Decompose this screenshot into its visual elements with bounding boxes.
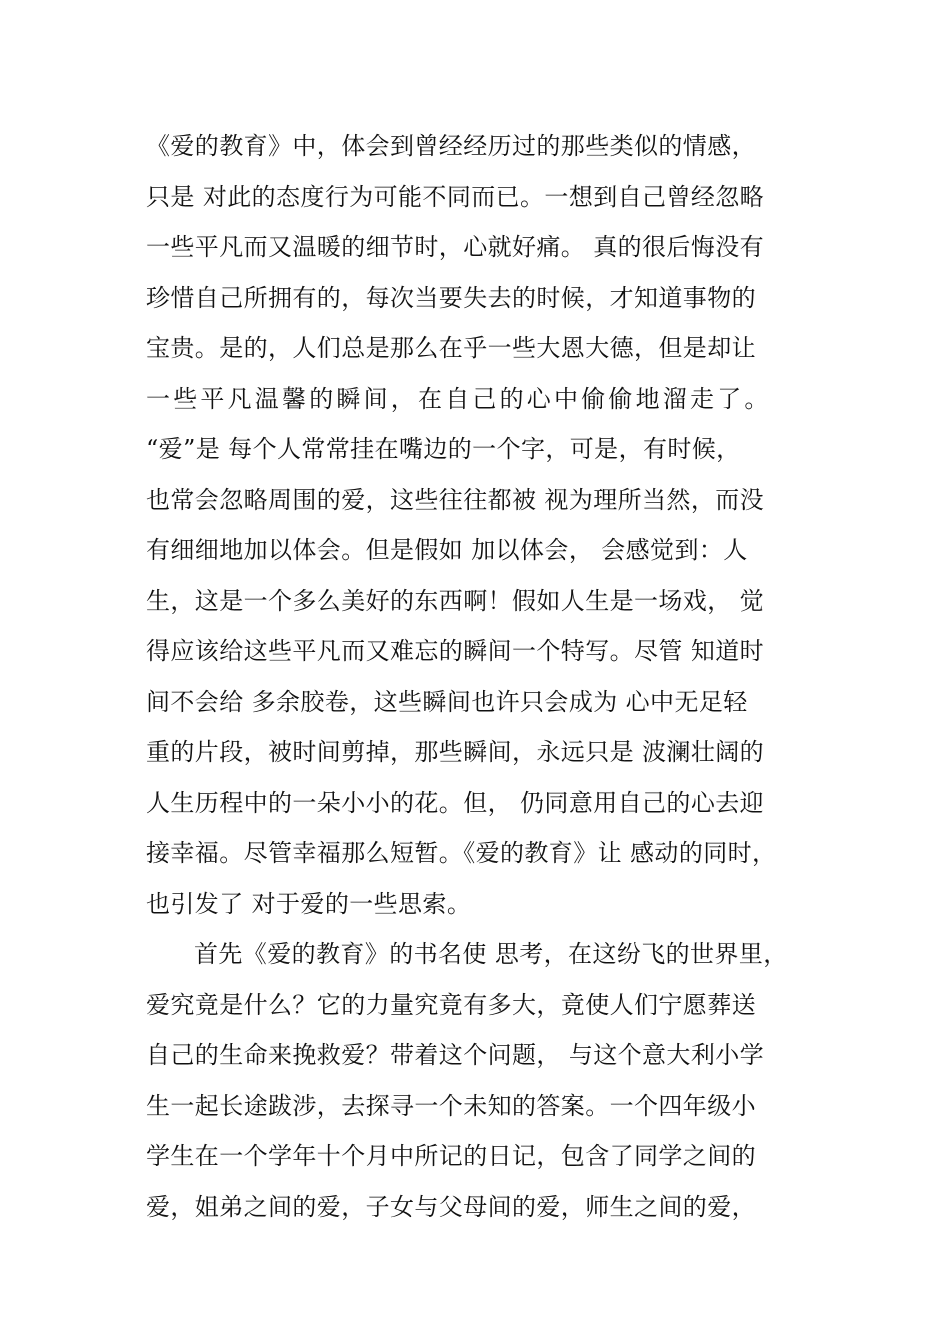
text-line: 只是 对此的态度行为可能不同而已。一想到自己曾经忽略 bbox=[146, 182, 765, 211]
text-line: 间不会给 多余胶卷，这些瞬间也许只会成为 心中无足轻 bbox=[146, 687, 748, 716]
text-line: 重的片段，被时间剪掉，那些瞬间，永远只是 波澜壮阔的 bbox=[146, 738, 765, 766]
text-line: 也常会忽略周围的爱，这些往往都被 视为理所当然，而没 bbox=[146, 485, 765, 514]
text-line: 得应该给这些平凡而又难忘的瞬间一个特写。尽管 知道时 bbox=[146, 637, 765, 665]
text-line: 珍惜自己所拥有的，每次当要失去的时候，才知道事物的 bbox=[146, 283, 756, 312]
text-line: 一些平凡而又温暖的细节时，心就好痛。 真的很后悔没有 bbox=[146, 233, 765, 261]
text-line: “爱”是 每个人常常挂在嘴边的一个字，可是，有时候， bbox=[146, 435, 741, 463]
text-line: 自己的生命来挽救爱？带着这个问题， 与这个意大利小学 bbox=[146, 1041, 765, 1069]
text-line: 生一起长途跋涉，去探寻一个未知的答案。一个四年级小 bbox=[146, 1091, 756, 1120]
text-line: 爱究竟是什么？它的力量究竟有多大，竟使人们宁愿葬送 bbox=[146, 990, 756, 1019]
text-line: 宝贵。是的，人们总是那么在乎一些大恩大德，但是却让 bbox=[146, 334, 756, 362]
text-line: 《爱的教育》中，体会到曾经经历过的那些类似的情感， bbox=[146, 132, 756, 160]
text-line: 有细细地加以体会。但是假如 加以体会， 会感觉到：人 bbox=[146, 536, 748, 564]
text-line: 生，这是一个多么美好的东西啊！假如人生是一场戏， 觉 bbox=[146, 586, 765, 615]
text-line: 首先《爱的教育》的书名使 思考，在这纷飞的世界里， bbox=[194, 940, 788, 968]
text-line: 接幸福。尽管幸福那么短暂。《爱的教育》让 感动的同时， bbox=[146, 839, 777, 867]
text-line: 爱，姐弟之间的爱，子女与父母间的爱，师生之间的爱， bbox=[146, 1192, 756, 1221]
text-line: 也引发了 对于爱的一些思索。 bbox=[146, 889, 472, 918]
text-line: 学生在一个学年十个月中所记的日记，包含了同学之间的 bbox=[146, 1142, 756, 1170]
body-text bbox=[146, 121, 826, 1232]
text-line: 一些平凡温馨的瞬间，在自己的心中偷偷地溜走了。 bbox=[146, 384, 772, 413]
text-line: 人生历程中的一朵小小的花。但， 仍同意用自己的心去迎 bbox=[146, 788, 765, 817]
